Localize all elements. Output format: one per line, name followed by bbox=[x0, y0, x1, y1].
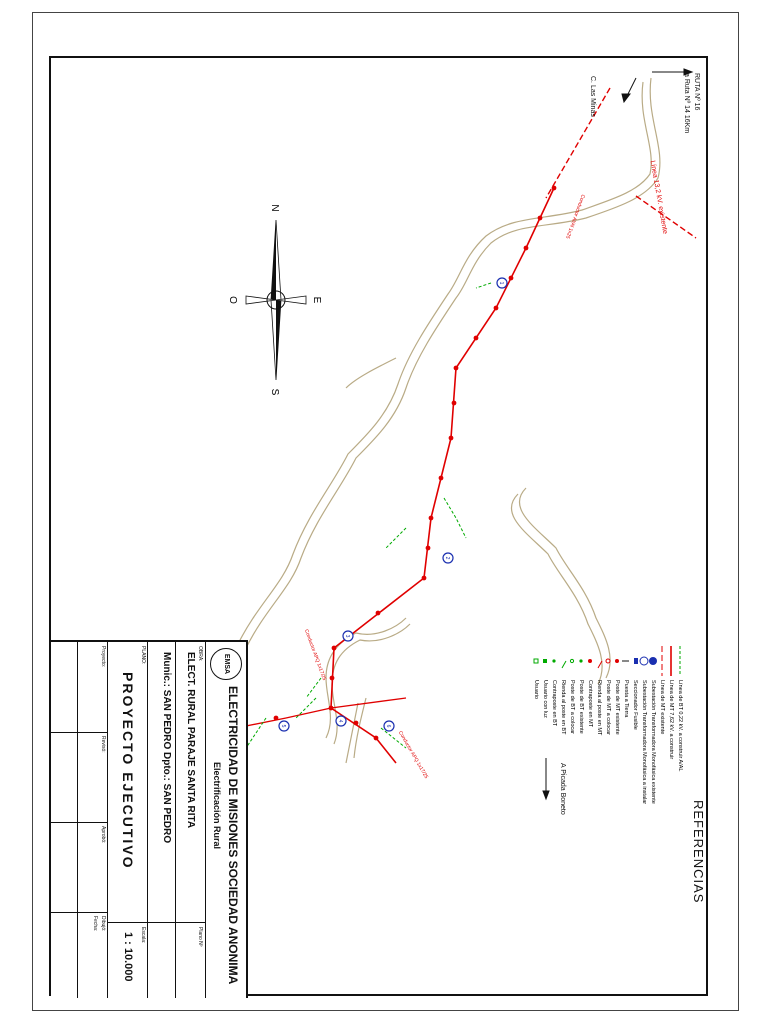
legend-item: Contraposte en BT bbox=[551, 680, 557, 727]
company-logo: EMSA bbox=[210, 648, 242, 680]
legend-symbols bbox=[529, 644, 684, 680]
legend-list bbox=[531, 680, 684, 804]
legend-item: Línea de BT 0,22 kV. a construir A/AL bbox=[677, 680, 683, 772]
legend-item: Poste de MT existente bbox=[614, 680, 620, 735]
plano-label: PLANO: bbox=[140, 646, 146, 665]
proyecto-label: Proyecto: bbox=[100, 646, 106, 668]
compass-north: N bbox=[269, 204, 280, 212]
legend-item: Rienda al poste en BT bbox=[560, 680, 566, 735]
legend-title: REFERENCIAS bbox=[691, 800, 706, 904]
destination-picada-boneto: A Picada Boneto bbox=[559, 763, 566, 815]
obra-label: OBRA: bbox=[197, 646, 203, 662]
legend-item: Poste de MT a colocar bbox=[605, 680, 611, 735]
legend-item: Usuario bbox=[533, 680, 539, 699]
route-note-1: RUTA Nº 16 bbox=[693, 73, 700, 111]
plano-value: PROYECTO EJECUTIVO bbox=[120, 672, 136, 870]
legend-item: Rienda al poste en MT bbox=[596, 680, 602, 736]
bt-lines bbox=[246, 283, 491, 748]
legend-item: Línea de MT 7,62 kV. a construir bbox=[668, 680, 674, 760]
legend-item: Usuario con luz bbox=[542, 680, 548, 718]
conductor-label-1: Conductor Al/Al 1x25 bbox=[564, 193, 586, 240]
legend-item: Poste de BT existente bbox=[578, 680, 584, 734]
conductor-label-3: Conductor APQ 1x17/25 bbox=[396, 730, 430, 780]
station-2-label: 2 bbox=[444, 556, 450, 560]
mt-line-new bbox=[331, 188, 554, 763]
plano-number-label: Plano Nº bbox=[197, 927, 203, 947]
legend-item: Línea de MT existente bbox=[659, 680, 665, 735]
legend-item: Poste de BT a colocar bbox=[569, 680, 575, 735]
transformer-stations bbox=[279, 278, 507, 731]
station-6-label: 6 bbox=[385, 724, 391, 728]
compass-rose bbox=[227, 204, 322, 395]
compass-east: E bbox=[311, 296, 322, 304]
company-name: ELECTRICIDAD DE MISIONES SOCIEDAD ANONIMA bbox=[226, 686, 240, 985]
legend-item: Contraposte en MT bbox=[587, 680, 593, 728]
destination-las-minas: C. Las Minas bbox=[589, 76, 596, 117]
dibujo-label: Dibujó: bbox=[100, 916, 106, 932]
existing-line-label: Línea 13,2 kV. existente bbox=[648, 159, 669, 235]
station-5-label: 5 bbox=[280, 724, 286, 728]
fecha-label: Fecha: bbox=[92, 916, 98, 932]
legend-item: Subestación Transformadora Monofásica a instalar bbox=[641, 680, 647, 805]
route-note-2: a Ruta Nº 14 16Km bbox=[683, 73, 690, 134]
legend-item: Puesta a Tierra bbox=[623, 680, 629, 718]
department-name: Electrificación Rural bbox=[212, 762, 222, 850]
station-1-label: 1 bbox=[498, 281, 504, 285]
reviso-label: Revisó: bbox=[100, 736, 106, 753]
compass-south: S bbox=[269, 388, 280, 396]
mt-branch-2 bbox=[331, 698, 406, 708]
conductor-label-2: Conductor APQ 1x17/25 bbox=[302, 628, 328, 682]
location-value: Munic.: SAN PEDRO Dpto.: SAN PEDRO bbox=[161, 652, 172, 844]
compass-west: O bbox=[227, 296, 238, 304]
escala-label: Escala: bbox=[140, 927, 146, 944]
aprobo-label: Aprobó: bbox=[100, 826, 106, 844]
rotated-plan bbox=[51, 58, 706, 998]
legend-item: Seccionador Fusible bbox=[632, 680, 638, 730]
station-4-label: 4 bbox=[337, 719, 343, 723]
legend-item: Subestación Transformadora Monofásica existente bbox=[650, 680, 656, 804]
station-3-label: 3 bbox=[344, 634, 350, 638]
scale-value: 1 : 10.000 bbox=[122, 932, 134, 982]
obra-value: ELECT. RURAL PARAJE SANTA RITA bbox=[185, 652, 196, 829]
existing-mt-line bbox=[546, 88, 696, 238]
title-block bbox=[51, 640, 248, 998]
